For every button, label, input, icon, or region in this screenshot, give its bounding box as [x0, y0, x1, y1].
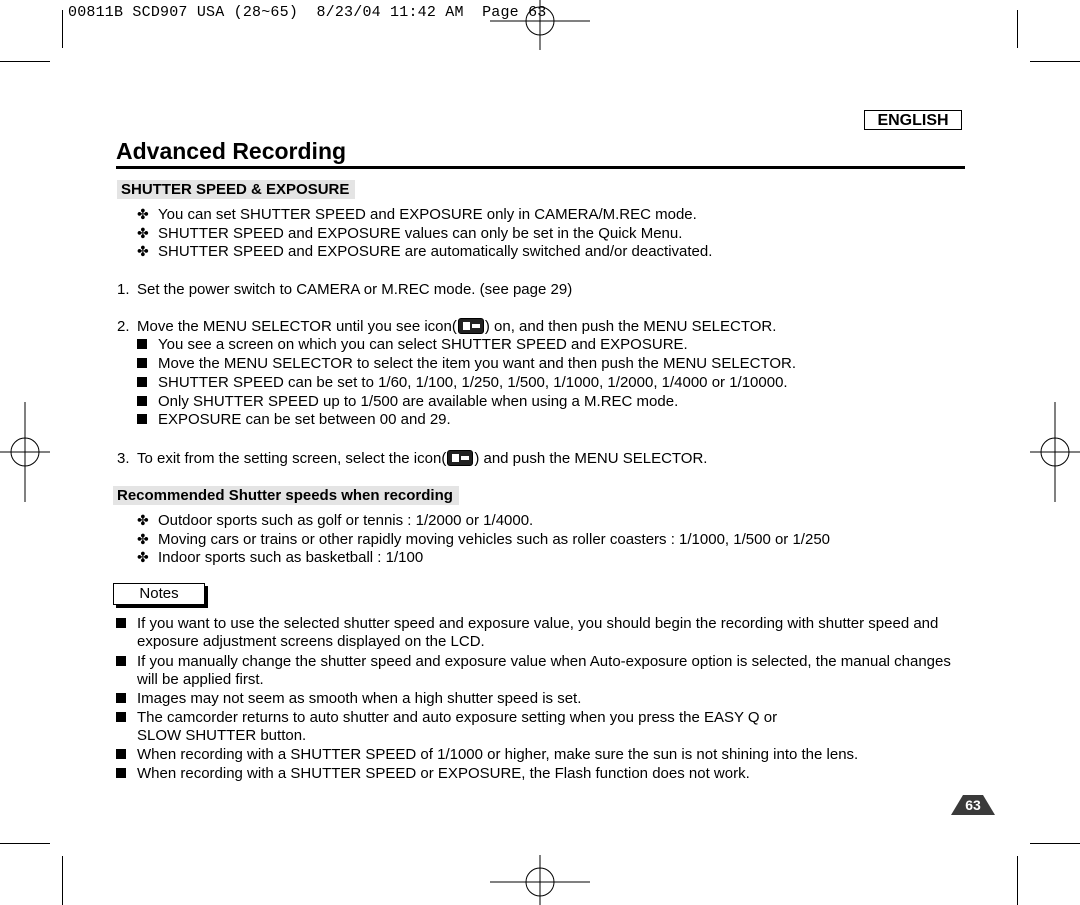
- list-item: ✤ Moving cars or trains or other rapidly moving vehicles such as roller coasters : 1/1000, 1/500 or 1/250: [137, 531, 830, 548]
- language-badge: ENGLISH: [864, 110, 962, 130]
- crop-mark: [0, 843, 50, 844]
- square-bullet-icon: [116, 618, 126, 628]
- crop-mark: [0, 61, 50, 62]
- list-item: SHUTTER SPEED can be set to 1/60, 1/100, 1/250, 1/500, 1/1000, 1/2000, 1/4000 or 1/10000.: [137, 374, 788, 392]
- page-title: Advanced Recording: [116, 138, 347, 164]
- registration-mark-icon: [0, 402, 50, 502]
- list-item: ✤ SHUTTER SPEED and EXPOSURE are automatically switched and/or deactivated.: [137, 243, 713, 260]
- square-bullet-icon: [137, 414, 147, 424]
- maltese-cross-icon: ✤: [137, 243, 149, 259]
- note-item-continuation: will be applied first.: [137, 671, 264, 688]
- maltese-cross-icon: ✤: [137, 512, 149, 528]
- step-3: 3. To exit from the setting screen, select the icon( ) and push the MENU SELECTOR.: [117, 450, 708, 467]
- list-item: You see a screen on which you can select SHUTTER SPEED and EXPOSURE.: [137, 336, 688, 354]
- square-bullet-icon: [116, 712, 126, 722]
- crop-mark: [62, 856, 63, 905]
- registration-mark-icon: [1030, 402, 1080, 502]
- note-item: Images may not seem as smooth when a high shutter speed is set.: [116, 690, 581, 708]
- square-bullet-icon: [116, 768, 126, 778]
- square-bullet-icon: [137, 377, 147, 387]
- list-item: ✤ SHUTTER SPEED and EXPOSURE values can only be set in the Quick Menu.: [137, 225, 683, 242]
- step-1: 1. Set the power switch to CAMERA or M.REC mode. (see page 29): [117, 281, 573, 298]
- notes-tab: Notes: [113, 583, 205, 605]
- menu-icon: [458, 318, 484, 334]
- note-item-continuation: SLOW SHUTTER button.: [137, 727, 307, 744]
- square-bullet-icon: [116, 693, 126, 703]
- crop-mark: [1030, 61, 1080, 62]
- registration-mark-icon: [490, 855, 590, 905]
- note-item: When recording with a SHUTTER SPEED or EXPOSURE, the Flash function does not work.: [116, 765, 750, 783]
- square-bullet-icon: [116, 656, 126, 666]
- maltese-cross-icon: ✤: [137, 531, 149, 547]
- print-header: 00811B SCD907 USA (28~65) 8/23/04 11:42 AM Page 63: [68, 4, 547, 21]
- square-bullet-icon: [137, 358, 147, 368]
- maltese-cross-icon: ✤: [137, 206, 149, 222]
- crop-mark: [1017, 856, 1018, 905]
- list-item: EXPOSURE can be set between 00 and 29.: [137, 411, 451, 429]
- note-item: If you want to use the selected shutter speed and exposure value, you should begin the recording with shutter speed and: [116, 615, 938, 633]
- maltese-cross-icon: ✤: [137, 225, 149, 241]
- crop-mark: [62, 10, 63, 48]
- page-number: 63: [965, 797, 981, 813]
- crop-mark: [1030, 843, 1080, 844]
- crop-mark: [1017, 10, 1018, 48]
- note-item: When recording with a SHUTTER SPEED of 1/1000 or higher, make sure the sun is not shining into the lens.: [116, 746, 858, 764]
- note-item: The camcorder returns to auto shutter and auto exposure setting when you press the EASY Q or: [116, 709, 777, 727]
- title-rule: [116, 166, 965, 169]
- square-bullet-icon: [137, 339, 147, 349]
- section-heading: Recommended Shutter speeds when recording: [113, 486, 459, 505]
- section-heading: SHUTTER SPEED & EXPOSURE: [117, 180, 355, 199]
- maltese-cross-icon: ✤: [137, 549, 149, 565]
- step-2: 2. Move the MENU SELECTOR until you see icon( ) on, and then push the MENU SELECTOR.: [117, 318, 777, 335]
- note-item-continuation: exposure adjustment screens displayed on the LCD.: [137, 633, 485, 650]
- list-item: ✤ Outdoor sports such as golf or tennis : 1/2000 or 1/4000.: [137, 512, 534, 529]
- square-bullet-icon: [116, 749, 126, 759]
- menu-icon: [447, 450, 473, 466]
- list-item: Move the MENU SELECTOR to select the item you want and then push the MENU SELECTOR.: [137, 355, 796, 373]
- list-item: Only SHUTTER SPEED up to 1/500 are available when using a M.REC mode.: [137, 393, 678, 411]
- list-item: ✤ Indoor sports such as basketball : 1/100: [137, 549, 424, 566]
- list-item: ✤ You can set SHUTTER SPEED and EXPOSURE only in CAMERA/M.REC mode.: [137, 206, 697, 223]
- page-number-badge: [951, 795, 995, 815]
- note-item: If you manually change the shutter speed and exposure value when Auto-exposure option is selected, the manual changes: [116, 653, 951, 671]
- square-bullet-icon: [137, 396, 147, 406]
